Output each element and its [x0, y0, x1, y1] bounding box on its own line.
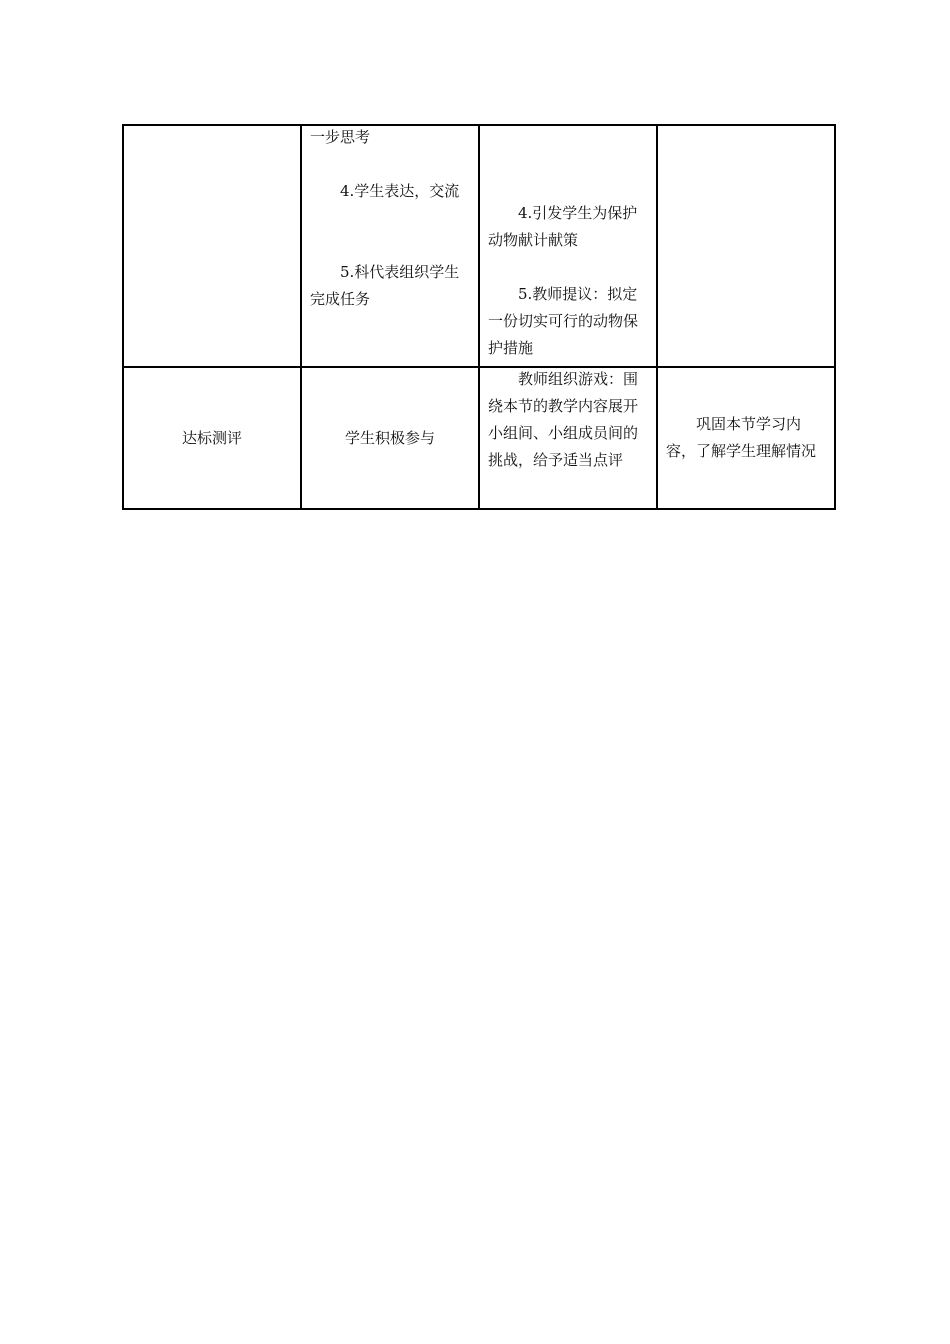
teacher-activity-game: 教师组织游戏：围绕本节的教学内容展开小组间、小组成员间的挑战，给予适当点评 [488, 370, 639, 469]
table-cell-stage: 达标测评 [123, 367, 301, 509]
table-cell-design-intent [657, 125, 835, 367]
table-cell-design-intent [657, 367, 835, 509]
teacher-activity-item-5: 5.教师提议：拟定一份切实可行的动物保护措施 [488, 285, 639, 357]
table-cell-student-activity [301, 125, 479, 367]
table-cell-teacher-activity [479, 125, 657, 367]
teacher-activity-item-4: 4.引发学生为保护动物献计献策 [488, 204, 638, 249]
table-row [123, 125, 835, 367]
lesson-plan-table [122, 124, 836, 510]
table-row [123, 367, 835, 509]
student-activity-continued: 一步思考 [310, 128, 371, 146]
design-intent-text: 巩固本节学习内容，了解学生理解情况 [666, 415, 817, 460]
student-activity-item-4: 4.学生表达，交流 [340, 182, 460, 200]
table-cell-teacher-activity [479, 367, 657, 509]
student-activity-item-5: 5.科代表组织学生完成任务 [310, 263, 460, 308]
table-cell-student-activity: 学生积极参与 [301, 367, 479, 509]
table-cell-stage [123, 125, 301, 367]
